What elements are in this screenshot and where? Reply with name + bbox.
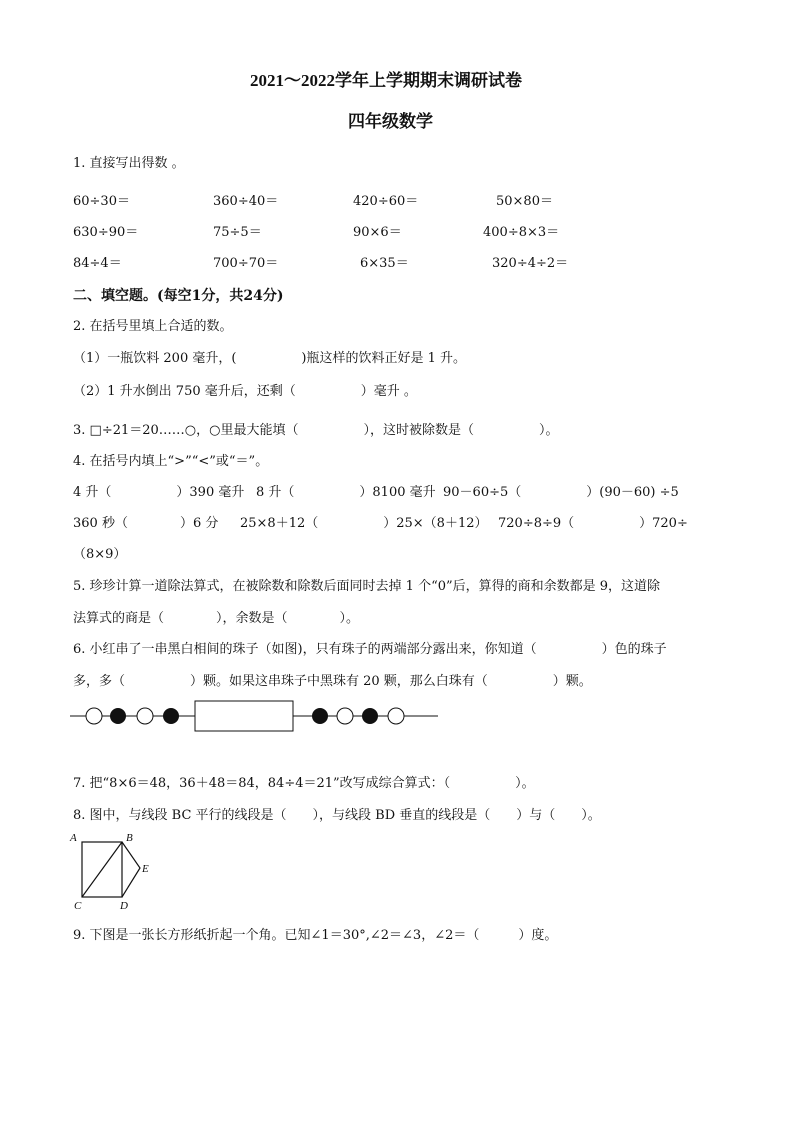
white-bead [137,708,153,724]
q1-item: 420÷60＝ [353,194,419,209]
bead-string-figure [70,700,440,734]
q1-item: 60÷30＝ [73,194,130,209]
q6-line: 多，多（ ）颗。如果这串珠子中黑珠有 20 颗，那么白珠有（ ）颗。 [73,674,592,689]
q5-line: 法算式的商是（ ），余数是（ ）。 [73,611,360,626]
q2-stem: 2. 在括号里填上合适的数。 [73,319,233,334]
q4-item: 25×8＋12（ ）25×（8＋12） [240,516,488,531]
exam-title: 2021～2022学年上学期期末调研试卷 [250,71,522,90]
q3-text: 3. □÷21＝20……○，○里最大能填（ ），这时被除数是（ ）。 [73,423,559,438]
q1-item: 6×35＝ [360,256,409,271]
q4-item: 90－60÷5（ ）(90－60) ÷5 [443,485,679,500]
white-bead [337,708,353,724]
q2-part-2: （2）1 升水倒出 750 毫升后，还剩（ ）毫升 。 [73,384,417,399]
black-bead [110,708,126,724]
q7-text: 7. 把“8×6＝48，36＋48＝84，84÷4＝21”改写成综合算式：（ ）。 [73,776,535,791]
section-heading: 二、填空题。(每空1分，共24分) [73,288,284,304]
geometry-figure [70,830,160,912]
q1-item: 50×80＝ [496,194,553,209]
white-bead [86,708,102,724]
hidden-beads-box [195,701,293,731]
label-b: B [126,832,133,844]
white-bead [388,708,404,724]
q4-item: 720÷8÷9（ ）720÷ [498,516,688,531]
q4-item: 8 升（ ）8100 毫升 [256,485,436,500]
triangle-bed [122,842,140,897]
q4-stem: 4. 在括号内填上“>”“<”或“＝”。 [73,454,269,469]
q2-part-1: （1）一瓶饮料 200 毫升，( )瓶这样的饮料正好是 1 升。 [73,351,467,366]
label-a: A [70,832,77,844]
q8-text: 8. 图中，与线段 BC 平行的线段是（ ），与线段 BD 垂直的线段是（ ）与（ ）。 [73,808,601,823]
diagonal-bc [82,842,122,897]
q1-item: 400÷8×3＝ [483,225,560,240]
black-bead [312,708,328,724]
q1-item: 90×6＝ [353,225,402,240]
label-e: E [142,863,149,875]
black-bead [163,708,179,724]
q6-line: 6. 小红串了一串黑白相间的珠子（如图)，只有珠子的两端部分露出来，你知道（ ）色的珠子 [73,642,667,657]
q1-item: 75÷5＝ [213,225,262,240]
q1-item: 700÷70＝ [213,256,279,271]
exam-subtitle: 四年级数学 [348,112,433,131]
black-bead [362,708,378,724]
q5-line: 5. 珍珍计算一道除法算式，在被除数和除数后面同时去掉 1 个“0”后，算得的商和余数都是 9，这道除 [73,579,661,594]
q4-item: （8×9） [73,547,127,562]
q1-item: 320÷4÷2＝ [492,256,569,271]
q1-item: 630÷90＝ [73,225,139,240]
q9-text: 9. 下图是一张长方形纸折起一个角。已知∠1＝30°,∠2＝∠3，∠2＝（ ）度。 [73,928,558,943]
q4-item: 360 秒（ ）6 分 [73,516,219,531]
label-c: C [74,900,82,912]
q1-stem: 1. 直接写出得数 。 [73,156,185,171]
q4-item: 4 升（ ）390 毫升 [73,485,245,500]
q1-item: 84÷4＝ [73,256,122,271]
label-d: D [120,900,128,912]
q1-item: 360÷40＝ [213,194,279,209]
